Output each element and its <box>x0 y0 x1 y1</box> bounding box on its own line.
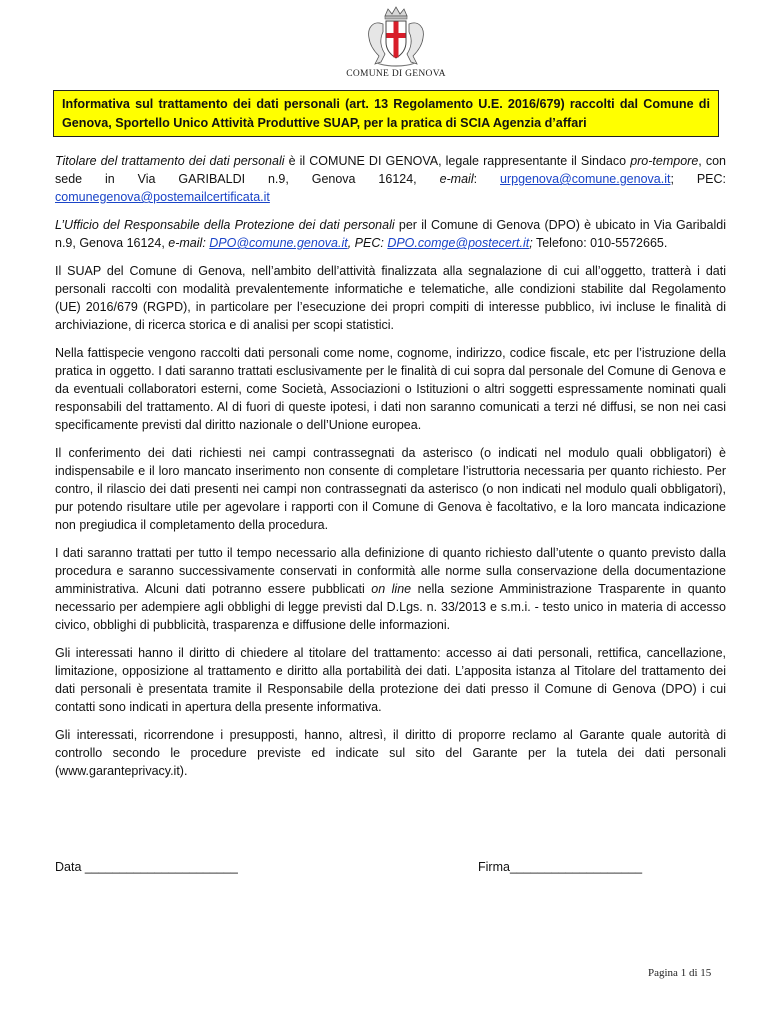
dpo-label: L’Ufficio del Responsabile della Protezione dei dati personali <box>55 218 395 232</box>
signature-field[interactable]: Firma___________________ <box>478 860 643 874</box>
titolare-paragraph <box>55 152 726 206</box>
dpo-email-link[interactable]: DPO@comune.genova.it <box>209 236 348 250</box>
pro-tempore: pro-tempore <box>630 154 699 168</box>
titolare-text: è il COMUNE DI GENOVA, legale rappresentante il Sindaco <box>284 154 631 168</box>
on-line: on line <box>371 582 412 596</box>
data-collection-paragraph: Nella fattispecie vengono raccolti dati personali come nome, cognome, indirizzo, codice fiscale, etc per l’istruzione della pratica in oggetto. I dati saranno trattati esclusivamente per le finalità di cui sopra dal personale del Comune di Genova e da eventuali collaboratori esterni, come Società, Associazioni o Istituzioni o altri soggetti espressamente nominati quali responsabili del trattamento. Al di fuori di queste ipotesi, i dati non saranno comunicati a terzi né diffusi, se non nei casi specificamente previsti dal diritto nazionale o dell’Unione europea. <box>55 346 726 432</box>
genova-coat-of-arms-icon <box>361 6 431 68</box>
document-body <box>55 152 726 790</box>
rights-paragraph: Gli interessati hanno il diritto di chiedere al titolare del trattamento: accesso ai dati personali, rettifica, cancellazione, limitazione, opposizione al trattamento e diritto alla portabilità dei dati. L’apposita istanza al Titolare del trattamento dei dati personali è presentata tramite il Responsabile della protezione dei dati presso il Comune di Genova (DPO) i cui contatti sono indicati in apertura della presente informativa. <box>55 646 726 714</box>
page-number: Pagina 1 di 15 <box>648 967 712 979</box>
dpo-email-label: e-mail: <box>168 236 210 250</box>
conferimento-paragraph: Il conferimento dei dati richiesti nei campi contrassegnati da asterisco (o indicati nel modulo quali obbligatori) è indispensabile e il loro mancato inserimento non consente di completare l’istruttoria necessaria per quanto richiesto. Per contro, il rilascio dei dati presenti nei campi non contrassegnati da asterisco (o non indicati nel modulo quali obbligatori), pur potendo risultare utile per agevolare i rapporti con il Comune di Genova è facoltativo, e la loro mancata indicazione non pregiudica il completamento della procedura. <box>55 446 726 532</box>
pec-label: ; PEC: <box>670 172 727 186</box>
suap-paragraph: Il SUAP del Comune di Genova, nell’ambito dell’attività finalizzata alla segnalazione di cui all’oggetto, tratterà i dati personali raccolti con modalità prevalentemente informatiche e telematiche, alle condizioni stabilite dal Regolamento (UE) 2016/679 (RGPD), in particolare per l’esecuzione dei propri compiti di interesse pubblico, ivi incluse le finalità di archiviazione, di ricerca storica e di analisi per scopi statistici. <box>55 264 726 332</box>
pec-email-link[interactable]: comunegenova@postemailcertificata.it <box>55 190 270 204</box>
separator: ; <box>529 236 533 250</box>
dpo-text: per il Comune di Genova (DPO) è ubicato in Via Garibaldi n.9, Genova 16124, <box>55 218 726 250</box>
dpo-phone: Telefono: 010-5572665. <box>532 236 668 250</box>
titolare-address: , con sede in Via GARIBALDI n.9, Genova 16124, <box>55 154 726 186</box>
urp-email-link[interactable]: urpgenova@comune.genova.it <box>500 172 671 186</box>
comune-label: COMUNE DI GENOVA <box>346 69 446 79</box>
titolare-label: Titolare del trattamento dei dati personali <box>55 154 285 168</box>
dpo-paragraph <box>55 216 726 252</box>
document-title: Informativa sul trattamento dei dati personali (art. 13 Regolamento U.E. 2016/679) raccolti dal Comune di Genova, Sportello Unico Attività Produttive SUAP, per la pratica di SCIA Agenzia d’affari <box>53 90 719 137</box>
email-label: e-mail <box>439 172 474 186</box>
date-field[interactable]: Data ______________________ <box>55 860 238 874</box>
separator: : <box>473 172 500 186</box>
retention-text: I dati saranno trattati per tutto il tempo necessario alla definizione di quanto richiesto dall’utente o quanto previsto dalla procedura e saranno successivamente conservati in conformità alle norme sulla conservazione della documentazione amministrativa. Alcuni dati potranno essere pubblicati <box>55 546 726 596</box>
retention-paragraph <box>55 544 726 634</box>
dpo-pec-label: , PEC: <box>347 236 388 250</box>
complaint-paragraph: Gli interessati, ricorrendone i presupposti, hanno, altresì, il diritto di proporre reclamo al Garante quale autorità di controllo secondo le procedure previste ed indicate sul sito del Garante per la tutela dei dati personali (www.garanteprivacy.it). <box>55 728 726 778</box>
retention-text-end: nella sezione Amministrazione Trasparente in quanto necessario per adempiere agli obblighi di legge previsti dal D.Lgs. n. 33/2013 e s.m.i. - testo unico in materia di accesso civico, obblighi di pubblicità, trasparenza e diffusione delle informazioni. <box>55 582 726 632</box>
dpo-pec-link[interactable]: DPO.comge@postecert.it <box>387 236 530 250</box>
